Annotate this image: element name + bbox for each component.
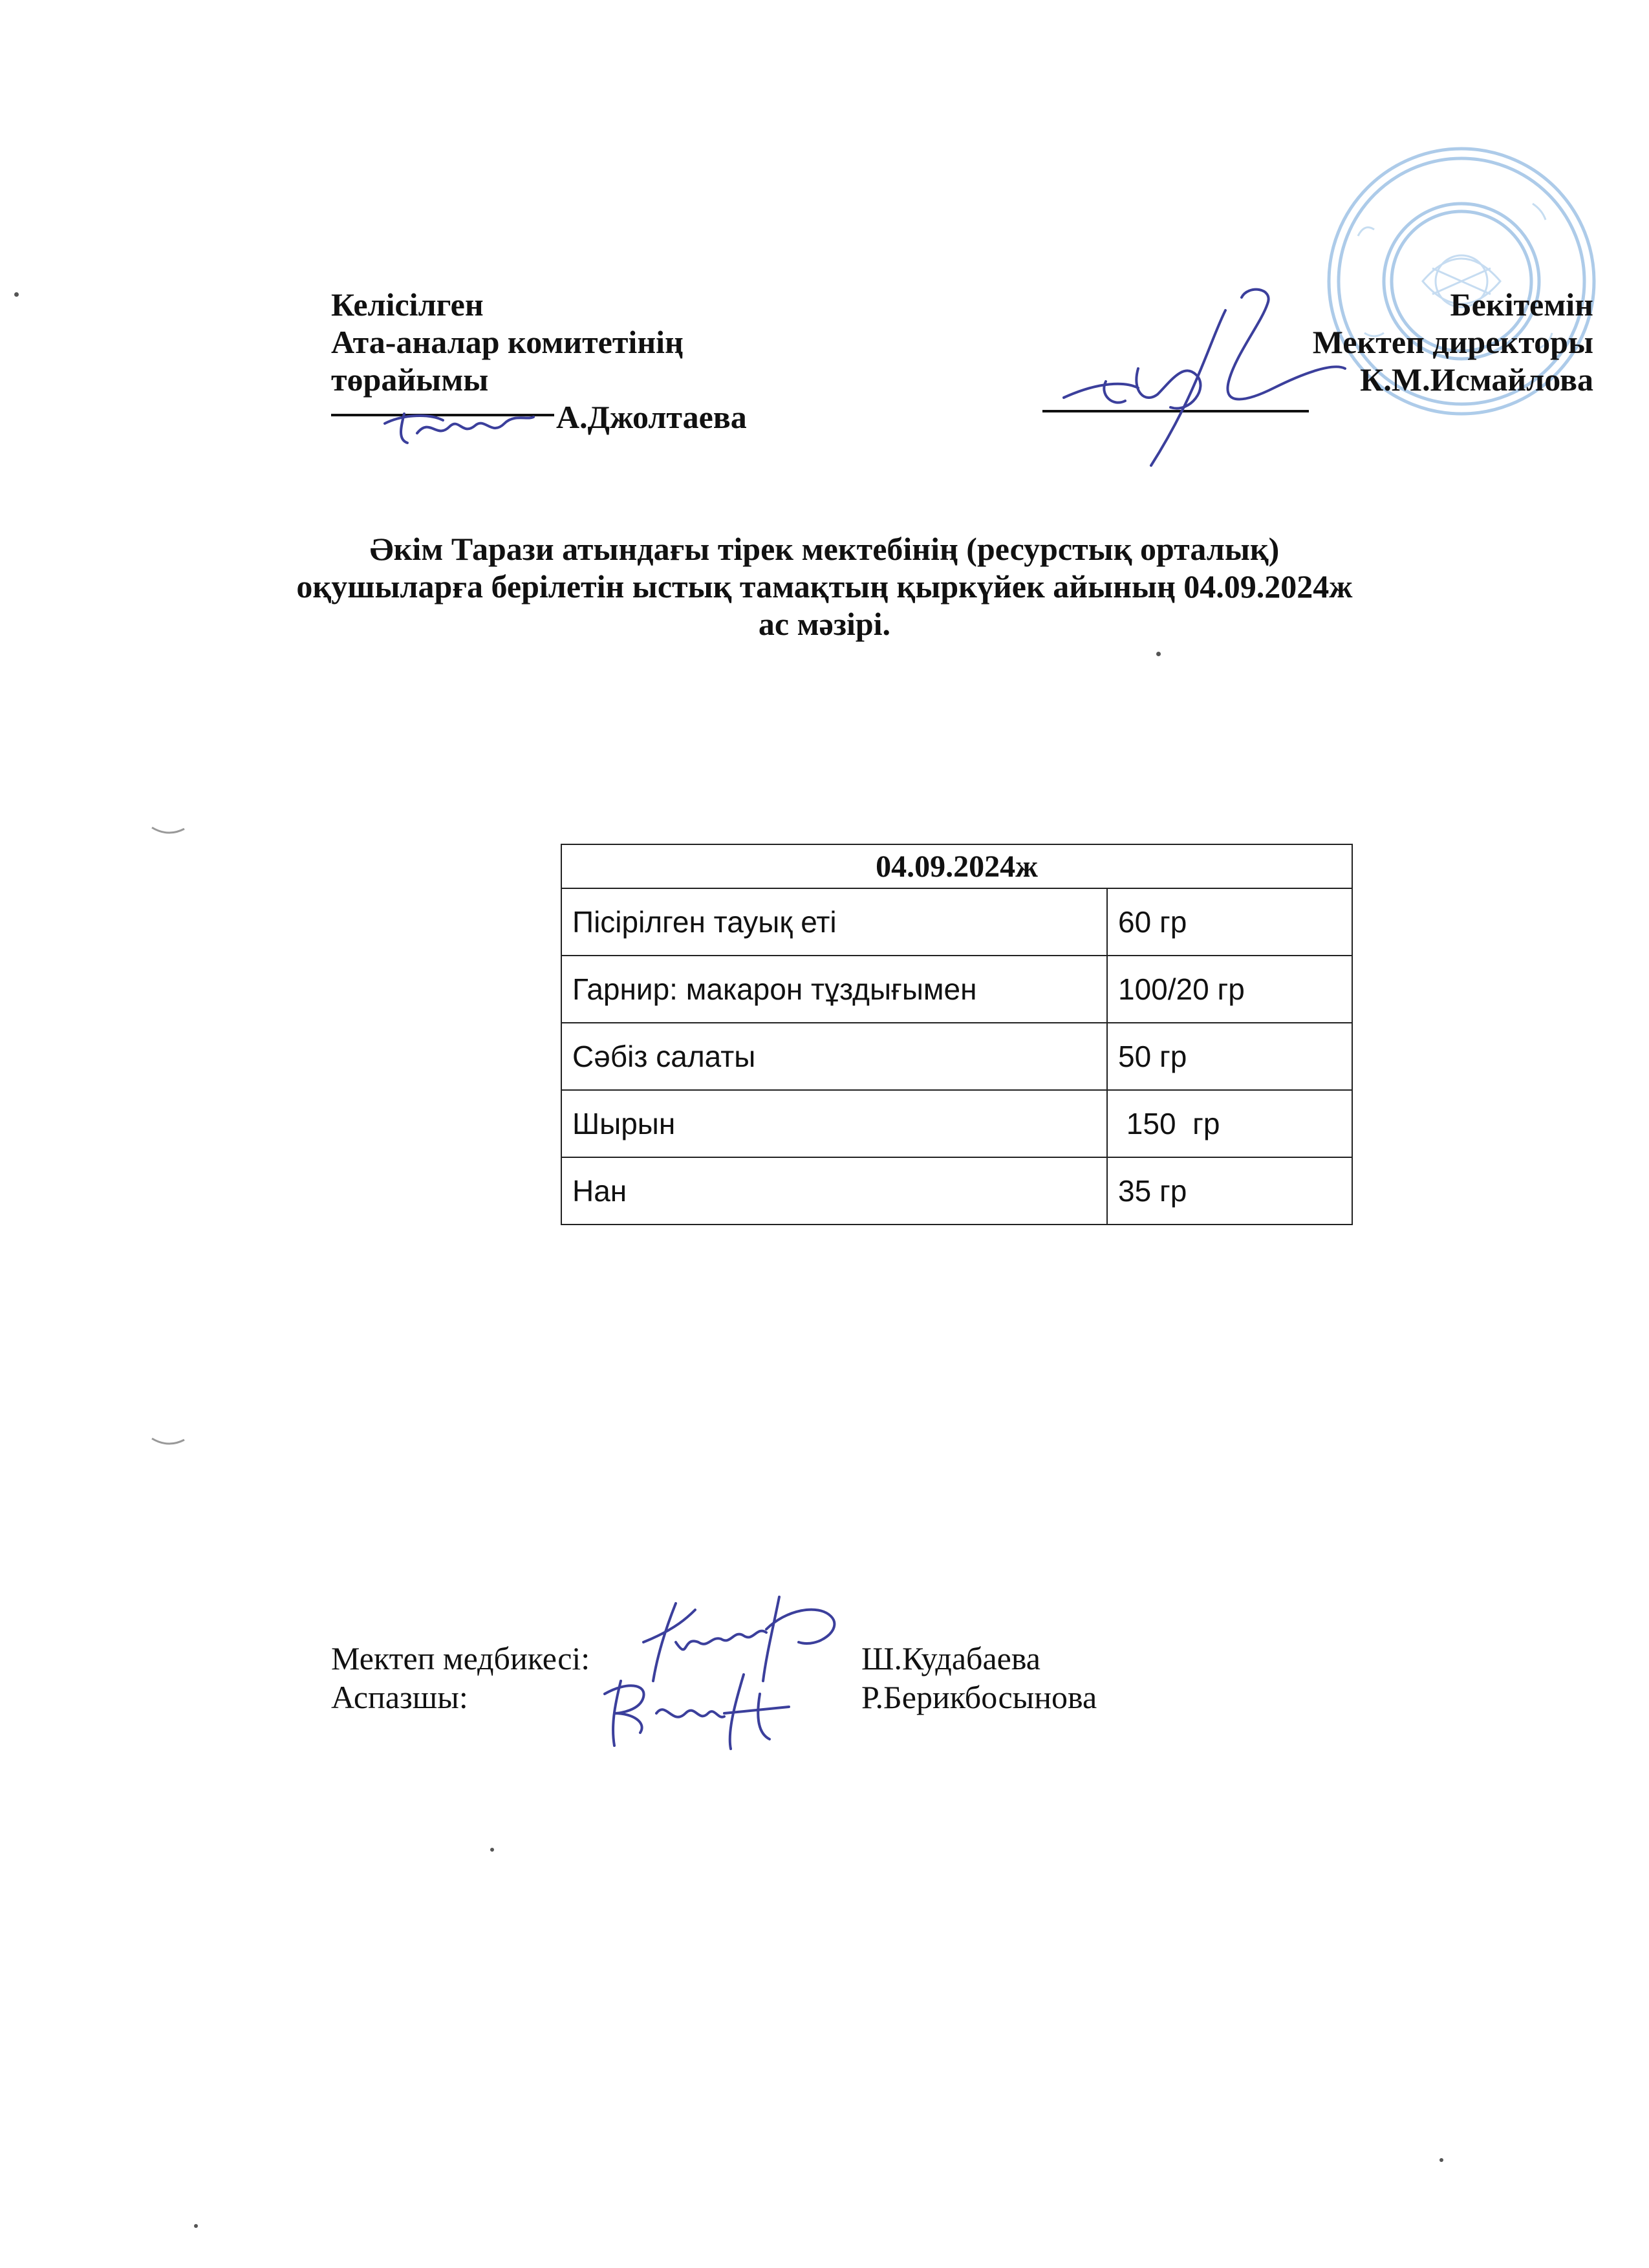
signature-chairperson-icon xyxy=(378,401,540,453)
table-row xyxy=(561,888,1352,956)
menu-item-name: Гарнир: макарон тұздығымен xyxy=(561,956,1107,1023)
director-name: К.М.Исмайлова xyxy=(1360,361,1593,398)
menu-item-name: Нан xyxy=(561,1157,1107,1225)
approval-right-block xyxy=(1313,286,1593,398)
menu-item-amount: 35 гр xyxy=(1107,1157,1352,1225)
signature-director-icon xyxy=(1061,284,1352,472)
scan-speck xyxy=(1156,652,1161,656)
menu-item-name: Шырын xyxy=(561,1090,1107,1157)
menu-item-amount: 60 гр xyxy=(1107,888,1352,956)
director-label: Мектеп директоры xyxy=(1312,324,1593,360)
table-row xyxy=(561,1023,1352,1090)
menu-item-amount: 50 гр xyxy=(1107,1023,1352,1090)
menu-item-name: Сәбіз салаты xyxy=(561,1023,1107,1090)
scan-mark-icon xyxy=(149,821,188,840)
table-row xyxy=(561,1090,1352,1157)
chairperson-name: А.Джолтаева xyxy=(556,399,747,435)
approval-left-block xyxy=(331,286,684,398)
table-row xyxy=(561,1157,1352,1225)
nurse-label: Мектеп медбикесі: xyxy=(331,1640,590,1676)
scan-speck xyxy=(490,1848,494,1852)
committee-label: Ата-аналар комитетінің xyxy=(331,324,684,360)
cook-name: Р.Берикбосынова xyxy=(861,1679,1097,1715)
scan-mark-icon xyxy=(149,1432,188,1451)
scan-speck xyxy=(1439,2158,1443,2162)
scan-speck xyxy=(194,2224,198,2228)
table-header-row xyxy=(561,844,1352,888)
title-line-2: оқушыларға берілетін ыстық тамақтың қыркүйек айының 04.09.2024ж xyxy=(296,568,1353,604)
signature-cook-icon xyxy=(595,1668,802,1752)
agreed-label: Келісілген xyxy=(331,286,484,323)
menu-title xyxy=(0,530,1649,643)
menu-table xyxy=(561,844,1353,1225)
cook-label: Аспазшы: xyxy=(331,1679,468,1715)
title-line-1: Әкім Тарази атындағы тірек мектебінің (ресурстық орталық) xyxy=(369,531,1280,567)
chairperson-label: төрайымы xyxy=(331,361,489,398)
menu-item-amount: 100/20 гр xyxy=(1107,956,1352,1023)
nurse-name: Ш.Кудабаева xyxy=(861,1640,1040,1676)
approve-label: Бекітемін xyxy=(1450,286,1593,323)
menu-item-amount: 150 гр xyxy=(1107,1090,1352,1157)
date-header: 04.09.2024ж xyxy=(561,844,1352,888)
scan-speck xyxy=(14,292,19,297)
title-line-3: ас мәзірі. xyxy=(758,606,891,642)
menu-item-name: Пісірілген тауық еті xyxy=(561,888,1107,956)
table-row xyxy=(561,956,1352,1023)
